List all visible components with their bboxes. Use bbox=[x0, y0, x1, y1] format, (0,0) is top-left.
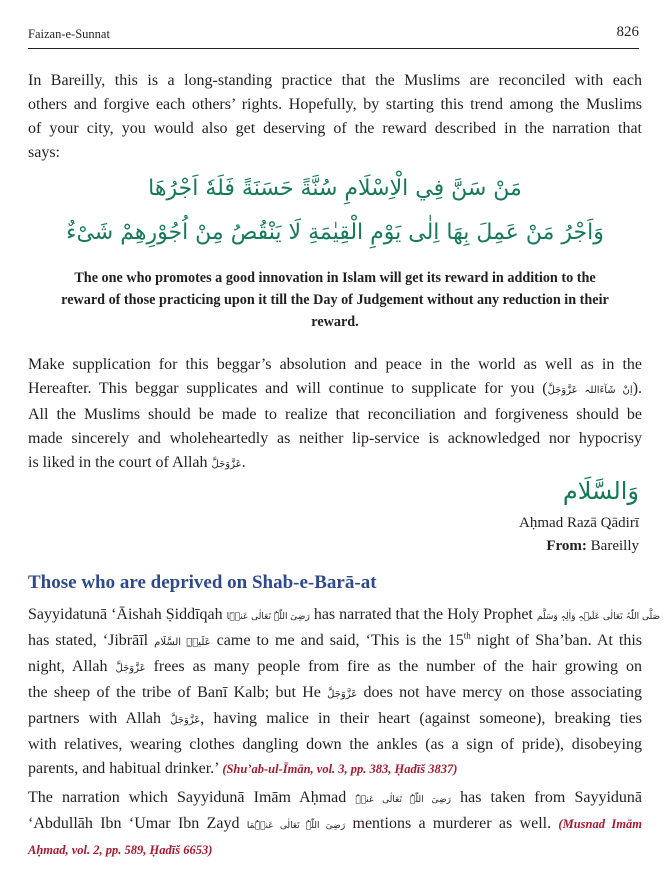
reference-citation: (Shu’ab-ul-Īmān, vol. 3, pp. 383, Ḥadīš 3837) bbox=[222, 762, 458, 776]
text-line: of your city, you would also get deserving of the reward described in the narration that bbox=[28, 120, 642, 137]
author-name: Aḥmad Razā Qādirī bbox=[519, 515, 639, 531]
arabic-phrase: صَلَّی اللّٰہُ تَعَالٰی عَلَیۡہِ وَاٰلِہٖ وَسَلَّم bbox=[536, 612, 661, 622]
salam-arabic: وَالسَّلَام bbox=[562, 477, 639, 505]
arabic-phrase: عَزَّوَجَلَّ bbox=[170, 715, 201, 726]
text-line: with relatives, wearing clothes dangling down the ankles (as a sign of pride), disobeying bbox=[28, 736, 642, 753]
text-line: All the Muslims should be made to realize that reconciliation and forgiveness should be bbox=[28, 406, 642, 423]
from-label: From: bbox=[546, 538, 587, 554]
author-from bbox=[546, 538, 639, 555]
arabic-phrase: عَزَّوَجَلَّ bbox=[115, 663, 146, 674]
arabic-phrase: رَضِیَ اللّٰہُ تَعَالٰی عَنۡہُمَا bbox=[246, 821, 346, 831]
text-line: In Bareilly, this is a long-standing practice that the Muslims are reconciled with each bbox=[28, 72, 642, 89]
arabic-phrase: عَزَّوَجَلَّ bbox=[211, 459, 242, 470]
reference-citation: (Musnad Imām bbox=[558, 817, 642, 831]
section-heading: Those who are deprived on Shab-e-Barā-at bbox=[28, 572, 377, 593]
from-place: Bareilly bbox=[590, 538, 639, 554]
text-line: the sheep of the tribe of Banī Kalb; but He عَزَّوَجَلَّ does not have mercy on those associating bbox=[28, 684, 642, 701]
supplication-paragraph bbox=[28, 353, 642, 477]
text-line: ‘Abdullāh Ibn ‘Umar Ibn Zayd رَضِیَ اللّٰہُ تَعَالٰی عَنۡہُمَا mentions a murderer as well. (Musnad Imām bbox=[28, 815, 642, 832]
intro-paragraph bbox=[28, 69, 642, 165]
text-line: The narration which Sayyidunā Imām Aḥmad رَضِیَ اللّٰہُ تَعَالٰی عَنۡہُ has taken from Sayyidunā bbox=[28, 789, 643, 806]
reference-citation: Aḥmad, vol. 2, pp. 589, Ḥadīš 6653) bbox=[28, 843, 213, 857]
page-number: 826 bbox=[616, 24, 639, 40]
text-line: Hereafter. This beggar supplicates and will continue to supplicate for you (اِنْ شَآءَاللہ عَزَّوَجَلَّ). bbox=[28, 380, 643, 397]
text-line: is liked in the court of Allah عَزَّوَجَلَّ. bbox=[28, 454, 246, 471]
arabic-phrase: اِنْ شَآءَاللہ عَزَّوَجَلَّ bbox=[547, 385, 633, 396]
book-title: Faizan-e-Sunnat bbox=[28, 27, 110, 41]
arabic-hadith-line-1: مَنْ سَنَّ فِي الْاِسْلَامِ سُنَّةً حَسَنَةً فَلَهٗ اَجْرُهَا bbox=[148, 176, 522, 201]
narration-paragraph bbox=[28, 603, 661, 781]
text-line: reward. bbox=[311, 314, 359, 330]
arabic-phrase: رَضِیَ اللّٰہُ تَعَالٰی عَنۡہُ bbox=[355, 795, 452, 805]
page-header bbox=[28, 24, 639, 46]
text-line: has stated, ‘Jibrāīl عَلَیۡہِ السَّلَام came to me and said, ‘This is the 15th night of Sha’ban. At this bbox=[28, 630, 642, 649]
text-line: made sincerely and wholeheartedly as neither lip-service is acknowledged nor hypocrisy bbox=[28, 430, 642, 447]
arabic-phrase: رَضِیَ اللّٰہُ تَعَالٰی عَنۡہَا bbox=[226, 612, 310, 622]
text-line: night, Allah عَزَّوَجَلَّ frees as many people from fire as the number of the hair growing on bbox=[28, 658, 642, 675]
text-line: others and forgive each others’ rights. Hopefully, by starting this trend among the Muslims bbox=[28, 96, 642, 113]
header-divider bbox=[28, 48, 639, 49]
text-line: Make supplication for this beggar’s absolution and peace in the world as well as in the bbox=[28, 356, 642, 373]
hadith-translation bbox=[28, 267, 642, 333]
arabic-phrase: عَزَّوَجَلَّ bbox=[327, 689, 358, 700]
text-line: says: bbox=[28, 144, 60, 161]
closing-paragraph bbox=[28, 786, 642, 862]
text-line: partners with Allah عَزَّوَجَلَّ, having malice in their heart (against someone), breaking ties bbox=[28, 710, 642, 727]
text-line: parents, and habitual drinker.’ (Shu’ab-ul-Īmān, vol. 3, pp. 383, Ḥadīš 3837) bbox=[28, 760, 458, 777]
arabic-phrase: عَلَیۡہِ السَّلَام bbox=[154, 637, 211, 648]
arabic-hadith-line-2: وَاَجْرُ مَنْ عَمِلَ بِهَا اِلٰى يَوْمِ الْقِيٰمَةِ لَا يَنْقُصُ مِنْ اُجُوْرِهِمْ شَیْءٌ bbox=[66, 220, 604, 245]
text-line: The one who promotes a good innovation in Islam will get its reward in addition to the bbox=[74, 270, 596, 286]
text-line: reward of those practicing upon it till the Day of Judgement without any reduction in their bbox=[61, 292, 609, 308]
text-line bbox=[28, 838, 642, 862]
text-line: Sayyidatunā ‘Āishah Ṣiddīqah رَضِیَ اللّٰہُ تَعَالٰی عَنۡہَا has narrated that the Holy Prophet صَلَّی اللّٰہُ تَعَالٰی عَلَیۡہِ وَاٰلِہٖ وَسَلَّم bbox=[28, 606, 661, 623]
